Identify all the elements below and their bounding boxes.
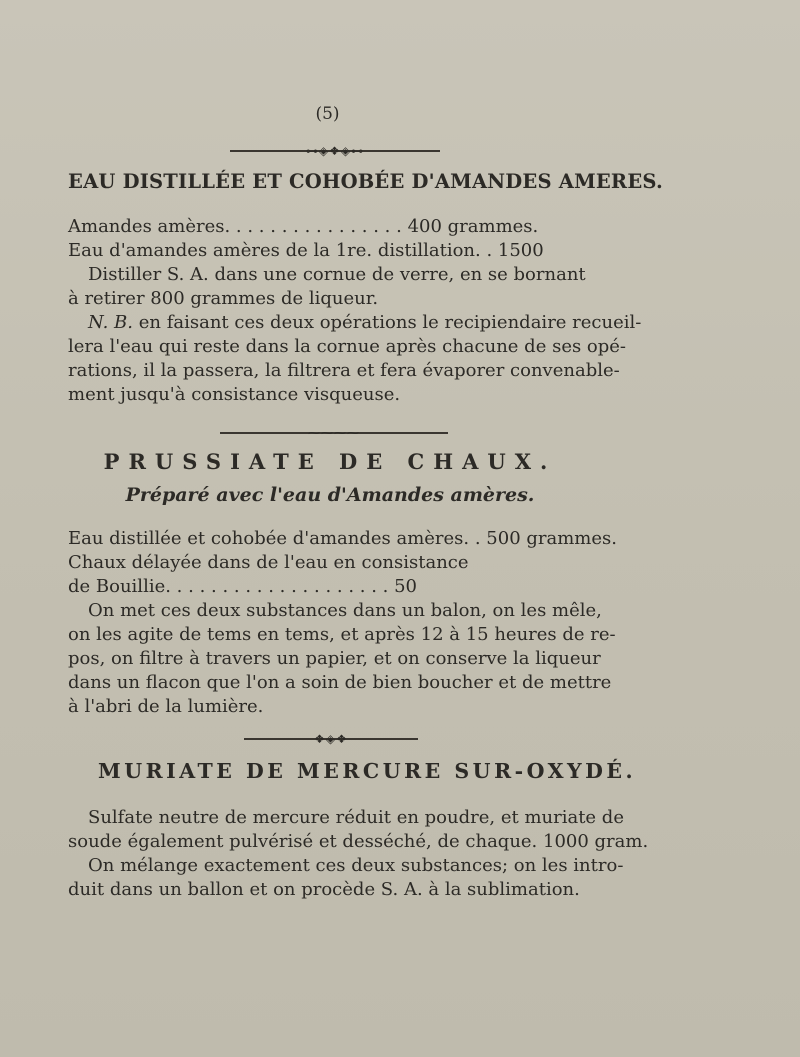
text-line: soude également pulvérisé et desséché, de chaque. 1000 gram. (68, 831, 649, 852)
text-line: rations, il la passera, la filtrera et fera évaporer convenable- (68, 360, 620, 381)
text-line: Eau distillée et cohobée d'amandes amères. . 500 grammes. (68, 528, 617, 549)
text-line: duit dans un ballon et on procède S. A. à la sublimation. (68, 879, 580, 900)
nb-label: N. B. (88, 312, 133, 333)
section-title-eau-distillee: EAU DISTILLÉE ET COHOBÉE D'AMANDES AMERES. (68, 170, 663, 193)
section3-body (68, 806, 648, 902)
text-line: On met ces deux substances dans un balon, on les mêle, (88, 600, 602, 621)
text-line: Sulfate neutre de mercure réduit en poudre, et muriate de (88, 807, 624, 828)
text-line: en faisant ces deux opérations le recipiendaire recueil- (138, 312, 642, 333)
nb-line (68, 311, 641, 335)
text-line: Eau d'amandes amères de la 1re. distillation. . 1500 (68, 240, 544, 261)
text-line: dans un flacon que l'on a soin de bien boucher et de mettre (68, 672, 612, 693)
text-line: On mélange exactement ces deux substances; on les intro- (88, 855, 624, 876)
text-line: de Bouillie. . . . . . . . . . . . . . . . . . . . 50 (68, 576, 418, 597)
text-line: pos, on filtre à travers un papier, et on conserve la liqueur (68, 648, 601, 669)
text-line: ment jusqu'à consistance visqueuse. (68, 384, 401, 405)
rule-ornament: ⊶◈❖◈⊷ (305, 144, 365, 158)
text-line: Chaux délayée dans de l'eau en consistance (68, 552, 469, 573)
text-line: on les agite de tems en tems, et après 12 à 15 heures de re- (68, 624, 616, 645)
rule-ornament: ❖◈❖ (314, 732, 348, 746)
text-line: Amandes amères. . . . . . . . . . . . . . . . 400 grammes. (68, 216, 539, 237)
section-title-muriate: MURIATE DE MERCURE SUR-OXYDÉ. (98, 759, 637, 783)
section1-body (68, 215, 641, 407)
section-subtitle-prussiate: Préparé avec l'eau d'Amandes amères. (125, 484, 535, 506)
text-line: Distiller S. A. dans une cornue de verre, en se bornant (88, 264, 586, 285)
text-line: lera l'eau qui reste dans la cornue après chacune de ses opé- (68, 336, 627, 357)
section2-body (68, 527, 617, 719)
section-title-prussiate: PRUSSIATE DE CHAUX. (103, 449, 557, 474)
text-line: à retirer 800 grammes de liqueur. (68, 288, 379, 309)
text-line: à l'abri de la lumière. (68, 696, 264, 717)
rule-ornament: ⁓⁓⁓⁓ (308, 426, 360, 440)
page-number: (5) (315, 104, 340, 124)
